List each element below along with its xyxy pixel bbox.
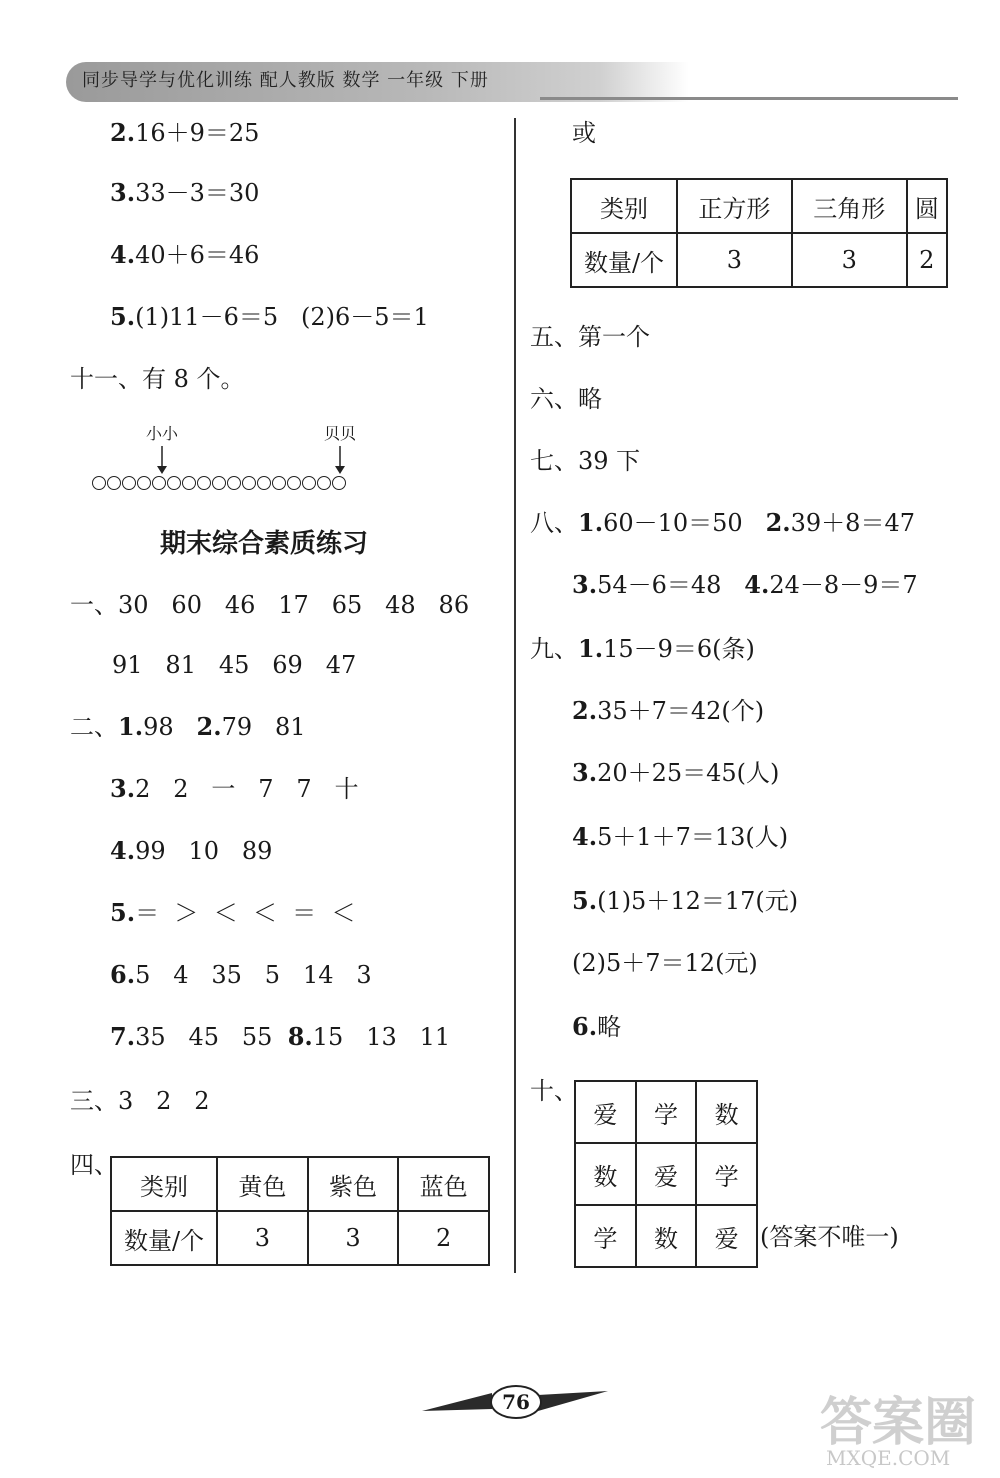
grid-cell: 学 bbox=[636, 1081, 697, 1143]
answer-q1-line1: 一、30 60 46 17 65 48 86 bbox=[70, 591, 470, 619]
answer-4: 4.40＋6＝46 bbox=[110, 240, 260, 269]
answer-q1-line2: 91 81 45 69 47 bbox=[112, 651, 357, 679]
answer-q2-7-8: 7.35 45 55 8.15 13 11 bbox=[110, 1022, 451, 1051]
circle-icon bbox=[272, 476, 286, 490]
table-header-cell: 三角形 bbox=[792, 179, 907, 233]
answer-q6: 六、略 bbox=[530, 385, 602, 413]
answer-q9-4: 4.5＋1＋7＝13(人) bbox=[572, 822, 789, 851]
answer-q2-6: 6.5 4 35 5 14 3 bbox=[110, 960, 372, 989]
table-header-cell: 圆 bbox=[907, 179, 947, 233]
grid-cell: 数 bbox=[696, 1081, 757, 1143]
circle-row bbox=[92, 476, 346, 490]
answer-q3: 三、3 2 2 bbox=[70, 1087, 210, 1115]
grid-cell: 数 bbox=[575, 1143, 636, 1205]
book-title: 同步导学与优化训练 配人教版 数学 一年级 下册 bbox=[82, 70, 489, 91]
circle-icon bbox=[107, 476, 121, 490]
watermark-url: MXQE.COM bbox=[826, 1446, 951, 1470]
arrow-head-icon bbox=[157, 466, 167, 474]
table-cell: 3 bbox=[308, 1211, 399, 1265]
table-cell: 2 bbox=[398, 1211, 489, 1265]
grid-cell: 数 bbox=[636, 1205, 697, 1267]
circle-icon bbox=[212, 476, 226, 490]
answer-5: 5.(1)11－6＝5 (2)6－5＝1 bbox=[110, 302, 429, 331]
word-grid bbox=[574, 1080, 758, 1268]
grid-cell: 爱 bbox=[696, 1205, 757, 1267]
grid-cell: 学 bbox=[696, 1143, 757, 1205]
page-number: 76 bbox=[490, 1385, 542, 1419]
table-header-cell: 蓝色 bbox=[398, 1157, 489, 1211]
page-number-ornament bbox=[420, 1383, 610, 1423]
shape-count-table bbox=[570, 178, 948, 288]
grid-cell: 爱 bbox=[575, 1081, 636, 1143]
arrow-label-beibei: 贝贝 bbox=[324, 424, 357, 443]
answer-q9-2: 2.35＋7＝42(个) bbox=[572, 696, 765, 725]
table-cell: 3 bbox=[792, 233, 907, 287]
table-header-cell: 类别 bbox=[111, 1157, 217, 1211]
circle-icon bbox=[302, 476, 316, 490]
circle-icon bbox=[242, 476, 256, 490]
table-cell: 3 bbox=[217, 1211, 308, 1265]
table-cell: 3 bbox=[677, 233, 792, 287]
table-cell: 2 bbox=[907, 233, 947, 287]
answer-q5: 五、第一个 bbox=[530, 323, 650, 351]
answer-2: 2.16＋9＝25 bbox=[110, 118, 260, 147]
header-rule bbox=[540, 97, 958, 100]
answer-11: 十一、有 8 个。 bbox=[70, 365, 245, 393]
circle-icon bbox=[152, 476, 166, 490]
table-header-cell: 紫色 bbox=[308, 1157, 399, 1211]
circle-icon bbox=[167, 476, 181, 490]
column-divider bbox=[514, 118, 516, 1273]
circle-icon bbox=[332, 476, 346, 490]
answer-q9-6: 6.略 bbox=[572, 1012, 622, 1041]
table-cell: 数量/个 bbox=[111, 1211, 217, 1265]
circle-icon bbox=[257, 476, 271, 490]
watermark-logo: 答案圈 bbox=[820, 1392, 977, 1453]
arrows-diagram bbox=[150, 444, 370, 476]
answer-q9-5: 5.(1)5＋12＝17(元) bbox=[572, 886, 799, 915]
circle-icon bbox=[317, 476, 331, 490]
table-header-cell: 类别 bbox=[571, 179, 677, 233]
circle-icon bbox=[122, 476, 136, 490]
answer-q9-3: 3.20＋25＝45(人) bbox=[572, 758, 780, 787]
grid-cell: 学 bbox=[575, 1205, 636, 1267]
answer-q4-label: 四、 bbox=[70, 1151, 118, 1179]
table-header-cell: 正方形 bbox=[677, 179, 792, 233]
table-header-cell: 黄色 bbox=[217, 1157, 308, 1211]
answer-q2-3: 3.2 2 一 7 7 十 bbox=[110, 774, 359, 803]
section-title: 期末综合素质练习 bbox=[160, 529, 369, 559]
circle-icon bbox=[137, 476, 151, 490]
answer-note: (答案不唯一) bbox=[760, 1223, 899, 1251]
answer-q7: 七、39 下 bbox=[530, 447, 641, 475]
circle-icon bbox=[287, 476, 301, 490]
circle-icon bbox=[227, 476, 241, 490]
answer-3: 3.33－3＝30 bbox=[110, 178, 260, 207]
table-cell: 数量/个 bbox=[571, 233, 677, 287]
answer-q9-5b: (2)5＋7＝12(元) bbox=[572, 949, 758, 977]
answer-q2-5: 5.＝ ＞ ＜ ＜ ＝ ＜ bbox=[110, 898, 356, 927]
answer-q8-line2: 3.54－6＝48 4.24－8－9＝7 bbox=[572, 570, 918, 599]
circle-icon bbox=[92, 476, 106, 490]
or-label: 或 bbox=[572, 119, 596, 147]
answer-q2-line1: 二、1.98 2.79 81 bbox=[70, 712, 306, 741]
circle-icon bbox=[182, 476, 196, 490]
arrow-label-xiaoxiao: 小小 bbox=[146, 424, 179, 443]
answer-q9-1: 九、1.15－9＝6(条) bbox=[530, 634, 755, 663]
answer-q10-label: 十、 bbox=[530, 1077, 578, 1105]
answer-q2-4: 4.99 10 89 bbox=[110, 836, 273, 865]
answer-q8-line1: 八、1.60－10＝50 2.39＋8＝47 bbox=[530, 508, 915, 537]
color-count-table bbox=[110, 1156, 490, 1266]
grid-cell: 爱 bbox=[636, 1143, 697, 1205]
circle-icon bbox=[197, 476, 211, 490]
arrow-head-icon bbox=[335, 466, 345, 474]
